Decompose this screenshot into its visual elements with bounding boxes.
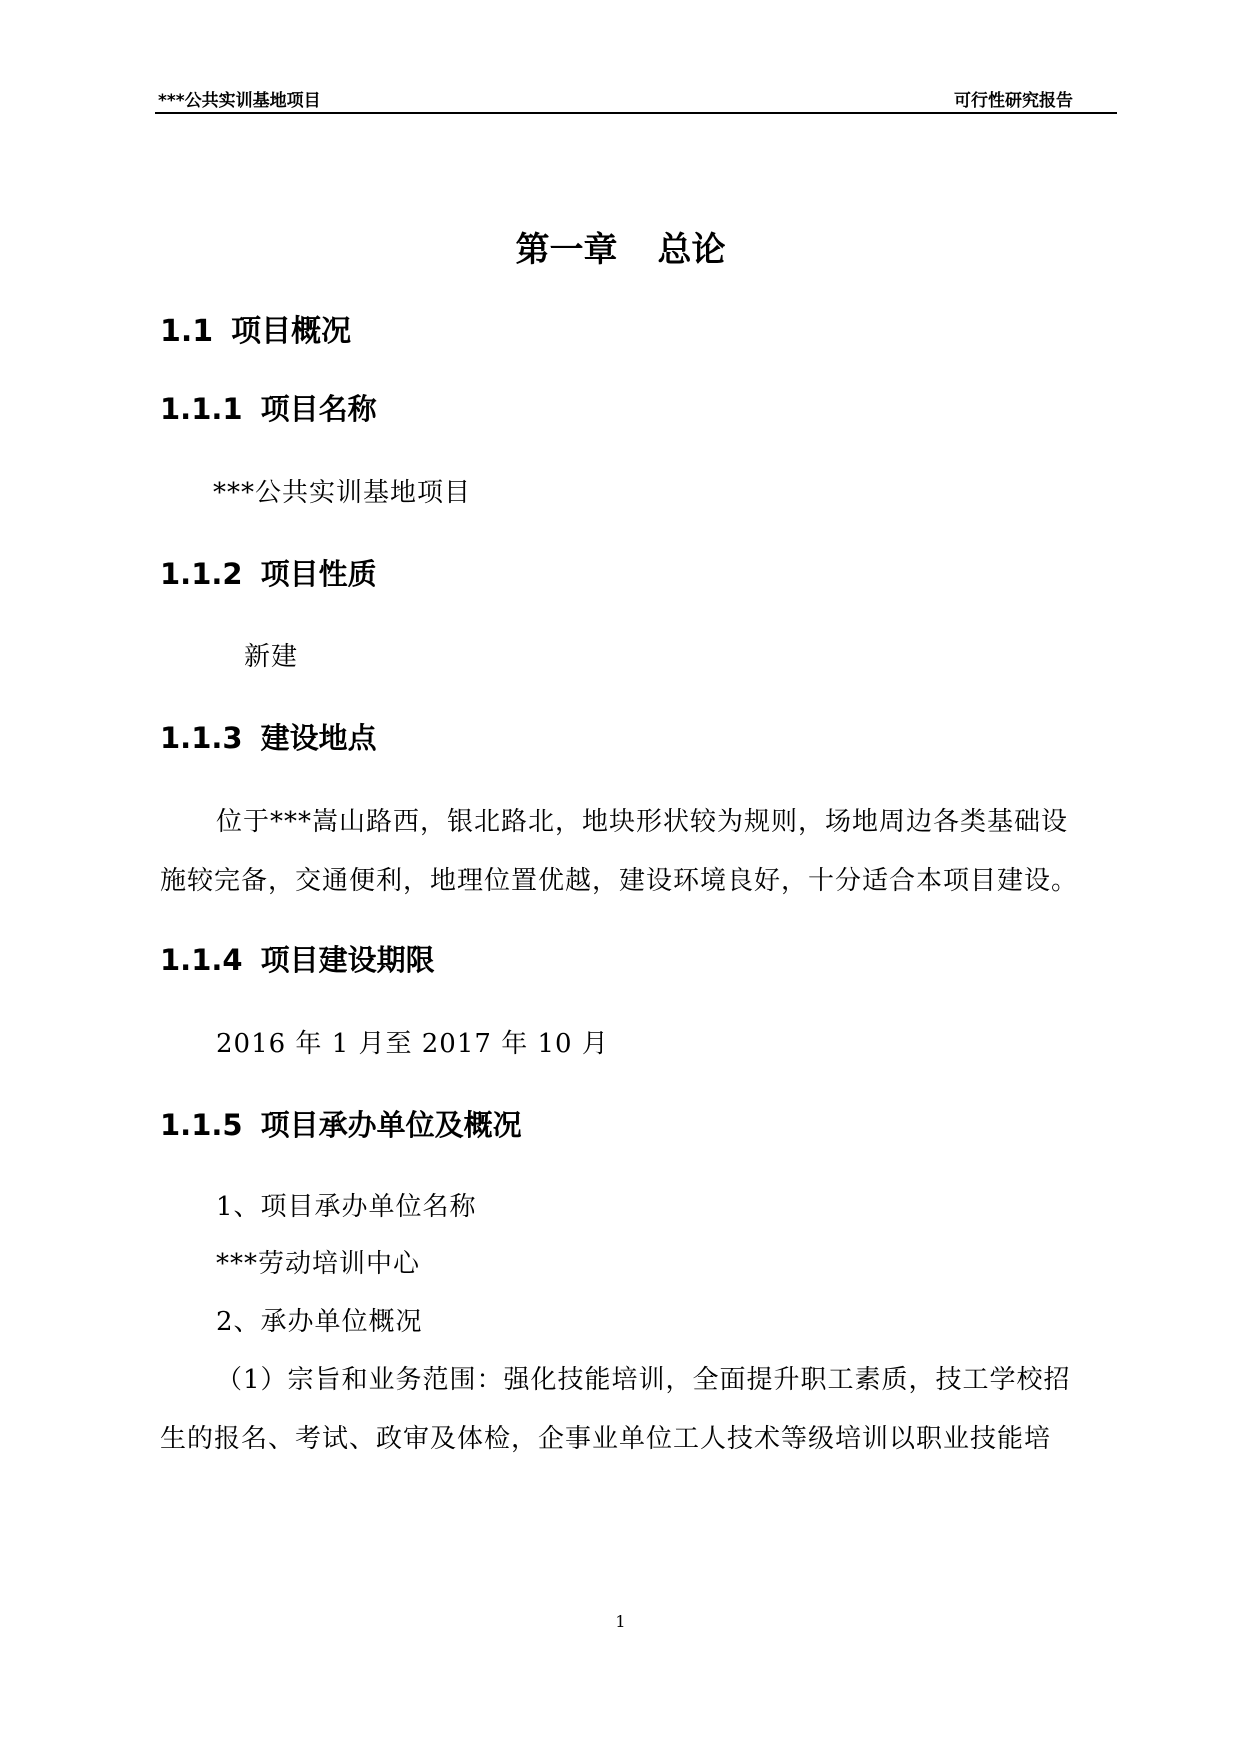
heading-1-1-3	[160, 716, 377, 757]
list-item: 2、承办单位概况	[216, 1307, 423, 1337]
heading-text: 项目名称	[260, 392, 377, 426]
heading-1-1-5	[160, 1103, 522, 1144]
heading-1-1	[160, 306, 351, 350]
heading-number: 1.1.5	[160, 1108, 243, 1142]
header-report-type: 可行性研究报告	[954, 91, 1073, 111]
heading-number: 1.1	[160, 314, 214, 349]
page-number: 1	[615, 1612, 626, 1631]
heading-number: 1.1.2	[160, 557, 243, 591]
organizer-name-text: ***劳动培训中心	[216, 1249, 421, 1279]
chapter-name: 总论	[657, 230, 726, 270]
project-name-text: ***公共实训基地项目	[213, 478, 472, 508]
header-project-name: ***公共实训基地项目	[158, 91, 321, 111]
heading-number: 1.1.3	[160, 721, 243, 755]
location-paragraph-line: 施较完备，交通便利，地理位置优越，建设环境良好，十分适合本项目建设。	[160, 866, 1079, 896]
heading-number: 1.1.1	[160, 392, 243, 426]
heading-1-1-2	[160, 552, 377, 593]
location-paragraph-line: 位于***嵩山路西，银北路北，地块形状较为规则，场地周边各类基础设	[216, 807, 1069, 837]
scope-paragraph-line: 生的报名、考试、政审及体检，企事业单位工人技术等级培训以职业技能培	[160, 1424, 1052, 1454]
chapter-title	[0, 222, 1241, 271]
heading-text: 项目建设期限	[260, 943, 435, 977]
heading-1-1-4	[160, 938, 435, 979]
project-nature-text: 新建	[244, 642, 299, 672]
header-rule	[155, 112, 1117, 114]
construction-period-text: 2016 年 1 月至 2017 年 10 月	[216, 1029, 609, 1059]
heading-number: 1.1.4	[160, 943, 243, 977]
heading-text: 项目概况	[231, 314, 352, 349]
heading-text: 建设地点	[260, 721, 377, 755]
heading-text: 项目性质	[260, 557, 377, 591]
list-item: 1、项目承办单位名称	[216, 1192, 477, 1222]
scope-paragraph-line: （1）宗旨和业务范围：强化技能培训，全面提升职工素质，技工学校招	[216, 1365, 1071, 1395]
heading-1-1-1	[160, 387, 377, 428]
chapter-number: 第一章	[515, 230, 618, 270]
heading-text: 项目承办单位及概况	[260, 1108, 522, 1142]
